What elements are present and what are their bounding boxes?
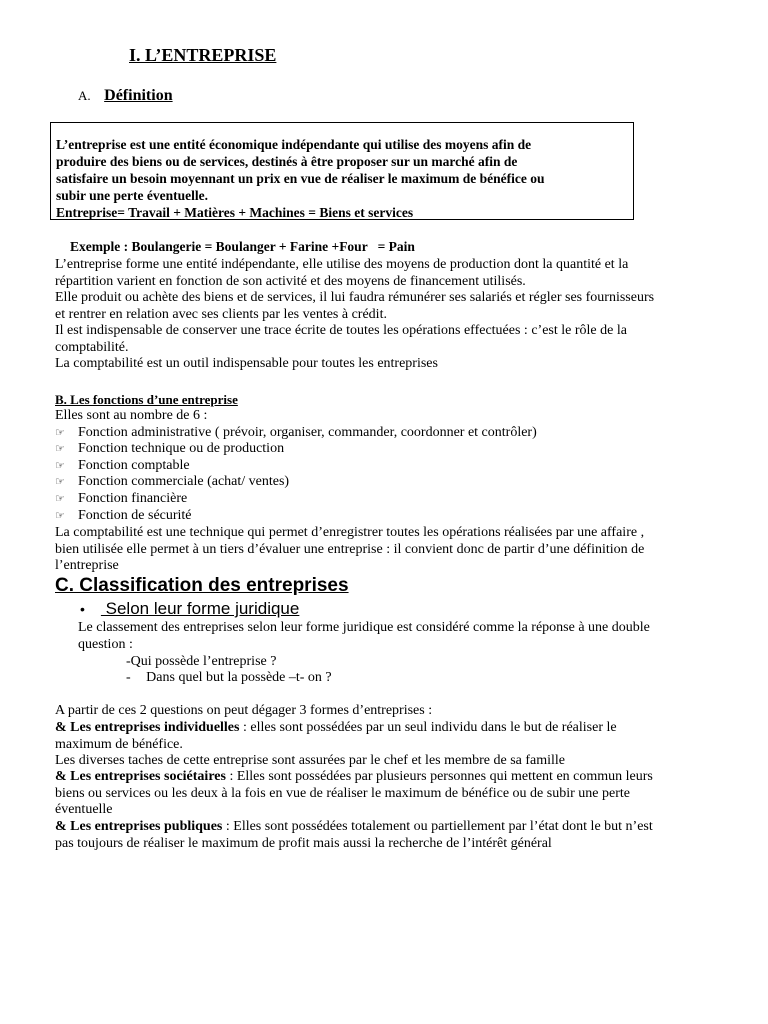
page-title: I. L’ENTREPRISE [129,45,277,65]
function-item [55,458,190,475]
section-a-label: A. [78,88,91,103]
after-line: La comptabilité est une technique qui permet d’enregistrer toutes les opérations réalisées par une affaire , [55,525,645,540]
section-a-title: Définition [104,87,173,104]
function-item-label: Fonction comptable [78,458,190,473]
form-line [55,769,715,786]
function-item [55,508,192,525]
form-text: : Elles sont possédées totalement ou partiellement par l’état dont le but n’est [222,819,653,834]
classification-paragraph [78,620,718,653]
intro-line: La comptabilité est un outil indispensable pour toutes les entreprises [55,356,438,371]
form-individual [55,720,715,770]
form-line: maximum de bénéfice. [55,736,183,752]
definition-line: satisfaire un besoin moyennant un prix en vue de réaliser le maximum de bénéfice ou [56,171,545,186]
intro-line: comptabilité. [55,339,129,355]
form-public [55,819,715,852]
definition-box [50,122,634,220]
definition-formula: Entreprise= Travail + Matières + Machines = Biens et services [56,205,414,220]
form-text: : elles sont possédées par un seul individu dans le but de réaliser le [239,720,617,735]
form-line: éventuelle [55,802,113,817]
intro-line: répartition varient en fonction de son activité et des moyens de financement utilisés. [55,273,526,289]
function-item-label: Fonction administrative ( prévoir, organiser, commander, coordonner et contrôler) [78,425,537,440]
question-2 [126,670,526,687]
section-b-title: B. Les fonctions d’une entreprise [55,392,238,407]
forms-lead: A partir de ces 2 questions on peut dégager 3 formes d’entreprises : [55,703,433,718]
classification-line: Le classement des entreprises selon leur forme juridique est considéré comme la réponse à une double [78,620,650,635]
form-line: Les diverses taches de cette entreprise sont assurées par le chef et les membre de sa famille [55,753,566,768]
after-line: bien utilisée elle permet à un tiers d’évaluer une entreprise : il convient donc de partir d’une définition de [55,541,645,557]
form-line [55,819,715,836]
example-line: Exemple : Boulangerie = Boulanger + Farine +Four = Pain [70,239,415,254]
form-line: pas toujours de réaliser le maximum de profit mais aussi la recherche de l’intérêt général [55,835,552,851]
question-2-dash: - [126,670,131,685]
section-c-bullet-label: Selon leur forme juridique [100,599,300,618]
form-line: biens ou services ou les deux à la fois en vue de réaliser le maximum de bénéfice ou de subir une perte [55,785,630,801]
pointing-hand-icon: ☞ [55,427,65,440]
section-b-after [55,525,715,575]
intro-paragraph [55,257,715,373]
intro-line: L’entreprise forme une entité indépendante, elle utilise des moyens de production dont la quantité et la [55,257,629,272]
function-item-label: Fonction de sécurité [78,508,192,523]
function-item [55,425,537,442]
pointing-hand-icon: ☞ [55,493,65,506]
definition-line: produire des biens ou de services, destinés à être proposer sur un marché afin de [56,154,518,169]
pointing-hand-icon: ☞ [55,443,65,456]
form-label: & Les entreprises sociétaires [55,769,226,784]
function-item [55,474,289,491]
function-item [55,441,284,458]
definition-line: L’entreprise est une entité économique indépendante qui utilise des moyens afin de [56,137,532,152]
form-societal [55,769,715,819]
intro-line: Elle produit ou achète des biens et de services, il lui faudra rémunérer ses salariés et régler ses fournisseurs [55,290,655,305]
section-b-intro: Elles sont au nombre de 6 : [55,408,208,423]
section-c-title: C. Classification des entreprises [55,575,349,596]
pointing-hand-icon: ☞ [55,510,65,523]
section-a-heading [78,86,173,107]
question-2-text: Dans quel but la possède –t- on ? [146,670,332,685]
form-text: : Elles sont possédées par plusieurs personnes qui mettent en commun leurs [225,769,653,784]
function-item-label: Fonction commerciale (achat/ ventes) [78,474,290,489]
function-item-label: Fonction financière [78,491,188,506]
bullet-dot-icon: • [80,601,85,617]
after-line: l’entreprise [55,558,119,573]
pointing-hand-icon: ☞ [55,460,65,473]
form-label: & Les entreprises publiques [55,819,223,834]
intro-line: Il est indispensable de conserver une trace écrite de toutes les opérations effectuées : c’est le rôle de la [55,323,627,338]
definition-line: subir une perte éventuelle. [56,188,208,203]
function-item-label: Fonction technique ou de production [78,441,285,456]
form-line [55,720,715,737]
function-item [55,491,187,508]
classification-line: question : [78,636,133,652]
intro-line: et rentrer en relation avec ses clients par les ventes à crédit. [55,306,387,322]
form-label: & Les entreprises individuelles [55,720,240,735]
question-1: -Qui possède l’entreprise ? [126,654,277,669]
section-c-bullet [80,598,299,620]
pointing-hand-icon: ☞ [55,476,65,489]
